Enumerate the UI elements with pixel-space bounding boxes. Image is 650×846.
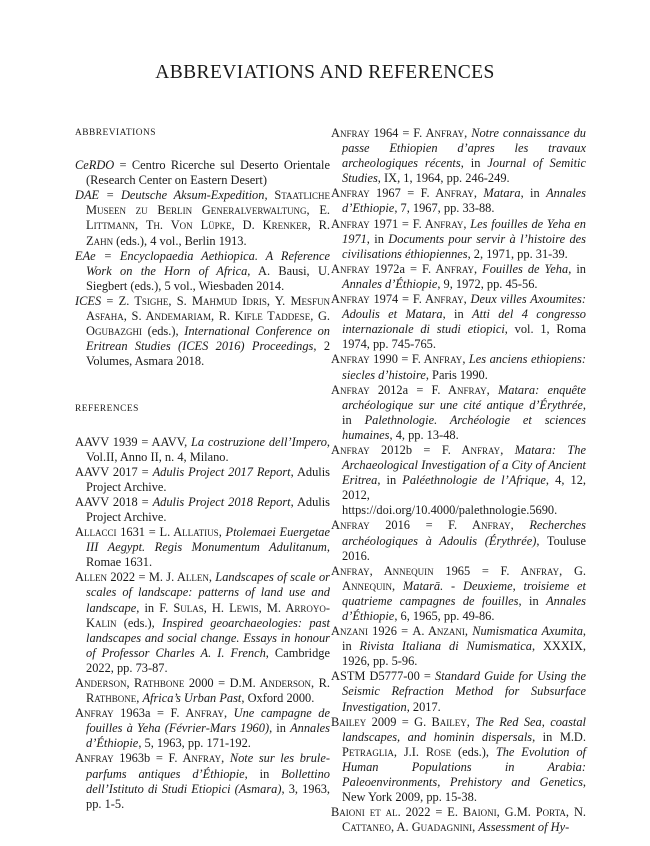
- entry-text: The Evolution of Human Populations in Arabia: Paleoenvironments, Prehistory and Genetics: [342, 744, 586, 790]
- entry-text: Matara: The Archaeological Investigation of a City of Ancient Eritrea: [342, 442, 586, 488]
- bib-entry: [75, 294, 330, 369]
- entry-text: 2009 =: [366, 714, 415, 729]
- entry-text: , 7, 1967, pp. 33-88.: [394, 201, 495, 216]
- entry-text: , XXXIX, 1926, pp. 5-96.: [342, 639, 586, 669]
- entry-text: Anfray: [331, 126, 370, 140]
- entry-text: Anfray, Annequin: [331, 563, 434, 578]
- entry-text: 2012b =: [369, 442, 442, 457]
- entry-text: Documents pour servir à l’histoire des civilisations éthiopiennes: [342, 231, 586, 261]
- entry-text: ,: [391, 578, 403, 593]
- entry-text: , Romae 1631.: [86, 540, 330, 570]
- entry-text: Matarā. - Deuxieme, troisieme et quatrieme campagnes de fouilles: [342, 578, 586, 608]
- entry-text: , in: [532, 729, 560, 744]
- entry-text: , in: [460, 156, 488, 171]
- entry-text: Anfray: [331, 442, 370, 457]
- bib-entry: [331, 443, 586, 518]
- entry-text: Inspired geoarchaeologies: past landscapes and social change. Essays in honour of Professor Charles A. I. French: [86, 615, 330, 660]
- abbreviations-list: [75, 158, 330, 369]
- entry-text: ,: [463, 216, 471, 231]
- entry-text: (eds.),: [116, 615, 163, 630]
- bib-entry: [75, 676, 330, 706]
- entry-text: Anfray: [331, 382, 370, 397]
- bib-entry: [331, 669, 586, 714]
- entry-text: Bailey: [331, 714, 367, 729]
- entry-text: Z. Tsighe, S. Mahmud Idris, Y. Mesfun Asfaha, S. Andemariam, R. Kifle Taddese, G. Ogubazghi: [86, 293, 330, 339]
- entry-text: ,: [218, 525, 226, 540]
- entry-text: M.D. Petraglia, J.I. Rose: [342, 729, 586, 759]
- entry-text: =: [101, 293, 119, 308]
- entry-text: Palethnologie. Archéologie et sciences humaines: [342, 412, 586, 442]
- bib-entry: [75, 525, 330, 570]
- entry-text: , New York 2009, pp. 15-38.: [342, 775, 586, 805]
- bib-entry: [331, 292, 586, 352]
- entry-text: F. Anfray: [420, 186, 474, 201]
- entry-text: (eds.), 4 vol., Berlin 1913.: [113, 233, 247, 248]
- entry-text: Les anciens ethiopiens: siecles d’histoire: [342, 352, 586, 382]
- entry-text: , in: [377, 473, 403, 488]
- entry-text: Anfray: [75, 751, 114, 766]
- entry-text: Anfray: [331, 518, 370, 533]
- bib-entry: [331, 352, 586, 382]
- entry-text: F. Anfray: [412, 216, 464, 231]
- entry-text: 1972a =: [369, 261, 423, 276]
- entry-text: , Cambridge 2022, pp. 73-87.: [86, 645, 330, 675]
- entry-text: Annales d’Éthiopie: [86, 721, 330, 751]
- entry-text: Assessment of Hy-: [478, 820, 570, 835]
- bib-entry: [331, 805, 586, 835]
- entry-text: Africa’s Urban Past: [142, 691, 242, 706]
- page-title: ABBREVIATIONS AND REFERENCES: [155, 62, 495, 83]
- entry-text: Annales d’Éthiopie: [342, 593, 586, 623]
- entry-text: ICES: [75, 293, 102, 308]
- entry-text: F. Anfray: [448, 518, 511, 533]
- entry-text: 1974 =: [369, 292, 413, 307]
- bib-entry: [331, 217, 586, 262]
- entry-text: Matara: [483, 186, 521, 201]
- entry-text: Rivista Italiana di Numismatica: [359, 639, 532, 654]
- entry-text: , A. Bausi, U. Siegbert (eds.), 5 vol., Wiesbaden 2014.: [86, 263, 331, 293]
- entry-text: ,: [474, 261, 483, 276]
- entry-text: Adulis Project 2017 Report: [152, 464, 291, 479]
- entry-text: La costruzione dell’Impero: [191, 434, 327, 449]
- entry-text: Journal of Semitic Studies: [342, 156, 586, 186]
- entry-text: , Adulis Project Archive.: [86, 494, 330, 524]
- entry-text: Fouilles de Yeha: [482, 261, 569, 276]
- entry-text: F. Anfray: [431, 382, 487, 397]
- entry-text: , 2017.: [406, 699, 441, 714]
- entry-text: , in: [442, 307, 473, 322]
- entry-text: , in: [136, 600, 160, 615]
- entry-text: M. J. Allen: [148, 570, 209, 585]
- entry-text: Paléethnologie de l’Afrique: [402, 473, 546, 488]
- entry-text: Anfray: [331, 292, 370, 307]
- entry-text: AAVV 2018 =: [75, 494, 153, 509]
- entry-text: Annales d’Ethiopie: [342, 186, 586, 216]
- bib-entry: [331, 262, 586, 292]
- entry-text: , 9, 1972, pp. 45-56.: [437, 276, 538, 291]
- entry-text: ,: [208, 570, 216, 585]
- entry-text: Les fouilles de Yeha en 1971: [342, 216, 587, 246]
- entry-text: Notre connaissance du passe Ethiopien d’apres les travaux archeologiques récents: [342, 126, 586, 171]
- entry-text: F. Anfray: [411, 352, 463, 367]
- bib-entry: [75, 751, 330, 811]
- entry-text: ,: [500, 442, 515, 457]
- bib-entry: [331, 624, 586, 669]
- entry-text: Recherches archéologiques à Adoulis (Érythrée): [342, 518, 587, 548]
- entry-text: 1967 =: [369, 186, 421, 201]
- entry-text: 1971 =: [369, 216, 413, 231]
- entry-text: F. Anfray, G. Annequin: [342, 563, 586, 593]
- bib-entry: [75, 188, 330, 248]
- entry-text: AAVV 1939 = AAVV,: [75, 434, 192, 449]
- entry-text: Anfray: [331, 216, 370, 231]
- entry-text: ,: [472, 820, 479, 835]
- references-list-right: [331, 126, 586, 835]
- entry-text: , IX, 1, 1964, pp. 246-249.: [377, 171, 510, 186]
- entry-text: E. Baioni, G.M. Porta, N. Cattaneo, A. Guadagnini: [342, 805, 586, 835]
- bib-entry: [331, 715, 586, 806]
- entry-text: , Touluse 2016.: [342, 533, 586, 563]
- entry-text: Ptolemaei Euergetae III Aegypt. Regis Monumentum Adulitanum: [86, 525, 330, 555]
- entry-text: , Oxford 2000.: [241, 691, 315, 706]
- entry-text: 1964 =: [369, 126, 414, 140]
- entry-text: Landscapes of scale or scales of landscape: patterns of land use and landscape: [86, 570, 331, 615]
- entry-text: , in: [269, 721, 291, 736]
- entry-text: , Vol.II, Anno II, n. 4, Milano.: [86, 434, 331, 464]
- entry-text: ASTM D5777-00 =: [331, 669, 436, 684]
- entry-text: 1963b =: [113, 751, 169, 766]
- entry-text: , in: [568, 261, 586, 276]
- entry-text: Allacci: [75, 525, 117, 540]
- entry-text: , 2 Volumes, Asmara 2018.: [86, 339, 331, 369]
- entry-text: Anfray: [331, 186, 370, 201]
- entry-text: ,: [462, 352, 469, 367]
- entry-text: Anderson, Rathbone: [75, 676, 185, 690]
- entry-text: , Paris 1990.: [425, 367, 488, 382]
- section-heading-references: REFERENCES: [75, 404, 139, 415]
- entry-text: Anzani: [331, 624, 368, 639]
- entry-text: 1965 =: [433, 563, 501, 578]
- bib-entry: [75, 706, 330, 751]
- entry-text: 1963a =: [113, 706, 171, 721]
- bib-entry: [75, 495, 330, 525]
- entry-text: ,: [221, 751, 230, 766]
- entry-text: EAe = Encyclopaedia Aethiopica. A Reference Work on the Horn of Africa: [75, 248, 330, 278]
- entry-text: , 5, 1963, pp. 171-192.: [138, 736, 251, 751]
- entry-text: Bollettino dell’Istituto di Studi Etiopici (Asmara): [86, 766, 331, 796]
- entry-text: F. Anfray: [412, 292, 464, 307]
- entry-text: Staatliche Museen zu Berlin Generalverwaltung, E. Littmann, Th. Von Lüpke, D. Krenker, R. Zahn: [86, 188, 330, 248]
- entry-text: Matara: enquête archéologique sur une cité antique d’Érythrée: [342, 382, 586, 412]
- entry-text: International Conference on Eritrean Studies (ICES 2016) Proceedings: [86, 324, 330, 354]
- entry-text: A. Anzani: [412, 624, 465, 639]
- entry-text: ,: [466, 714, 476, 729]
- entry-text: ,: [486, 382, 498, 397]
- entry-text: , in: [244, 766, 282, 781]
- entry-text: , in: [366, 231, 389, 246]
- entry-text: = Centro Ricerche sul Deserto Orientale (Research Center on Eastern Desert): [86, 158, 330, 188]
- left-column: [75, 126, 330, 812]
- entry-text: (eds.),: [141, 324, 185, 339]
- entry-text: 2000 =: [184, 676, 230, 690]
- entry-text: G. Bailey: [414, 714, 467, 729]
- entry-text: Allen: [75, 570, 107, 585]
- entry-text: ,: [473, 186, 484, 201]
- entry-text: , in: [518, 593, 547, 608]
- references-list-left: [75, 435, 330, 812]
- bib-entry: [75, 249, 330, 294]
- entry-text: D.M. Anderson, R. Rathbone: [86, 676, 331, 706]
- entry-text: DAE = Deutsche Aksum-Expedition,: [75, 188, 268, 203]
- bib-entry: [75, 570, 330, 676]
- section-heading-abbreviations: ABBREVIATIONS: [75, 128, 156, 138]
- entry-text: ,: [464, 624, 473, 639]
- entry-text: ,: [510, 518, 530, 533]
- bib-entry: [75, 158, 330, 188]
- entry-text: ,: [463, 292, 471, 307]
- bib-entry: [331, 186, 586, 216]
- entry-text: L. Allatius: [159, 525, 219, 540]
- entry-text: , 4, pp. 13-48.: [389, 427, 459, 442]
- entry-text: Deux villes Axoumites: Adoulis et Matara: [342, 292, 586, 322]
- entry-text: , 4, 12, 2012, https://doi.org/10.4000/palethnologie.5690.: [342, 473, 586, 518]
- entry-text: , in: [342, 397, 586, 427]
- bib-entry: [75, 435, 330, 465]
- entry-text: , in: [342, 624, 587, 654]
- entry-text: , 3, 1963, pp. 1-5.: [86, 781, 330, 811]
- entry-text: 1990 =: [369, 352, 412, 367]
- entry-text: 1631 =: [116, 525, 160, 540]
- entry-text: , in: [520, 186, 547, 201]
- entry-text: 2016 =: [369, 518, 449, 533]
- entry-text: 1926 =: [367, 624, 413, 639]
- entry-text: Adulis Project 2018 Report: [152, 494, 291, 509]
- bib-entry: [331, 383, 586, 443]
- entry-text: The Red Sea, coastal landscapes, and hominin dispersals: [342, 714, 586, 744]
- entry-text: ,: [136, 691, 143, 706]
- entry-text: F. Anfray: [170, 706, 225, 721]
- bib-entry: [331, 564, 586, 624]
- entry-text: F. Anfray: [413, 126, 465, 140]
- entry-text: F. Anfray: [168, 751, 222, 766]
- entry-text: , 6, 1965, pp. 49-86.: [394, 609, 495, 623]
- entry-text: Numismatica Axumita: [472, 624, 583, 639]
- entry-text: Note sur les brule-parfums antiques d’Éthiopie: [86, 751, 330, 781]
- entry-text: , vol. 1, Roma 1974, pp. 745-765.: [342, 322, 586, 352]
- entry-text: Baioni et al.: [331, 805, 401, 820]
- bib-entry: [75, 465, 330, 495]
- entry-text: F. Anfray: [441, 442, 501, 457]
- entry-text: AAVV 2017 =: [75, 464, 153, 479]
- entry-text: Annales d’Éthiopie: [342, 276, 438, 291]
- entry-text: Une campagne de fouilles à Yeha (Février-Mars 1960): [86, 706, 330, 736]
- entry-text: (eds.),: [451, 744, 496, 759]
- entry-text: F. Sulas, H. Lewis, M. Arroyo-Kalin: [86, 600, 330, 630]
- bib-entry: [331, 518, 586, 563]
- entry-text: Standard Guide for Using the Seismic Refraction Method for Subsurface Investigation: [342, 669, 587, 714]
- entry-text: CeRDO: [75, 158, 115, 173]
- entry-text: ,: [464, 126, 472, 140]
- entry-text: Atti del 4 congresso internazionale di studi etiopici: [342, 307, 586, 337]
- entry-text: 2022 =: [400, 805, 448, 820]
- entry-text: Anfray: [75, 706, 114, 721]
- entry-text: Anfray: [331, 352, 370, 367]
- entry-text: , 2, 1971, pp. 31-39.: [467, 246, 568, 261]
- entry-text: 2012a =: [369, 382, 432, 397]
- entry-text: 2022 =: [106, 570, 149, 585]
- bib-entry: [331, 126, 586, 186]
- entry-text: , Adulis Project Archive.: [86, 464, 330, 494]
- right-column: [331, 126, 586, 835]
- entry-text: F. Anfray: [422, 261, 475, 276]
- entry-text: ,: [224, 706, 234, 721]
- entry-text: Anfray: [331, 261, 370, 276]
